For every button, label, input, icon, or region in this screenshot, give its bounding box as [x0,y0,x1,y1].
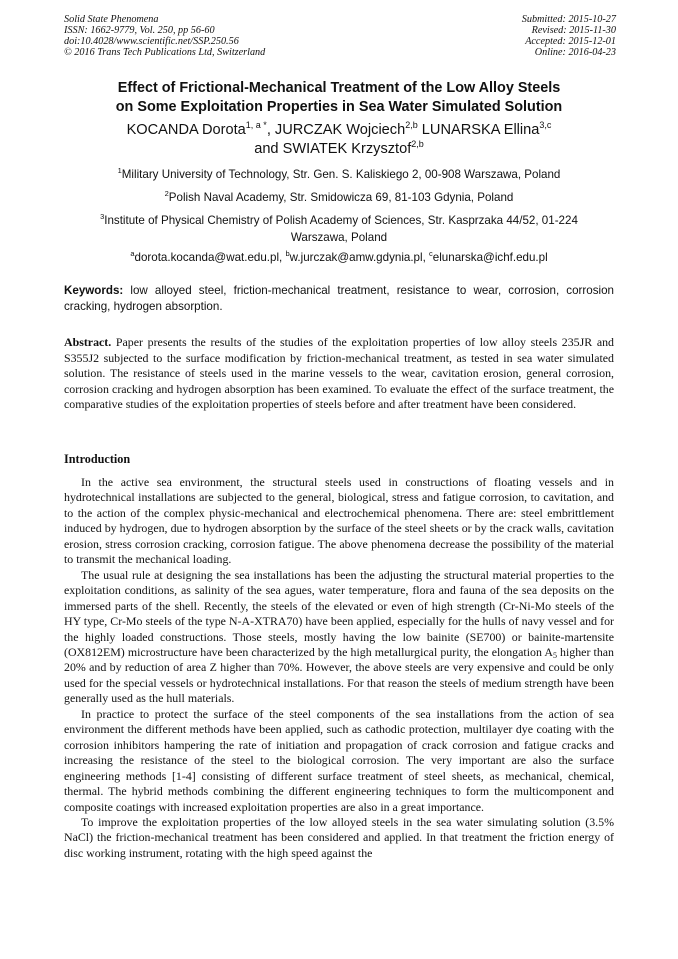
journal-issn: ISSN: 1662-9779, Vol. 250, pp 56-60 [64,25,215,36]
date-revised: Revised: 2015-11-30 [531,25,616,36]
journal-copyright: © 2016 Trans Tech Publications Ltd, Switzerland [64,47,266,58]
author-kocanda: KOCANDA Dorota [126,122,246,138]
journal-doi: doi:10.4028/www.scientific.net/SSP.250.56 [64,36,239,47]
authors-line-1 [40,121,638,140]
title-line-1: Effect of Frictional-Mechanical Treatment of the Low Alloy Steels [117,80,561,96]
affiliation-3-text-line-1: Institute of Physical Chemistry of Polish Academy of Sciences, Str. Kasprzaka 44/52, 01-224 [104,214,578,227]
affiliation-2-sup: 2 [164,189,169,198]
author-jurczak-sup: 2,b [405,120,418,130]
paragraph-text: higher than 20% and by reduction of area Z higher than 70%. However, the above steels are very expensive and could be only used for the special vessels or hydrotechnical installations. For that reason the steels of medium strength have been generally used as the hull materials. [64,644,614,706]
email-addresses [40,249,638,266]
email-b-sup: b [285,249,290,258]
paragraph: To improve the exploitation properties of the low alloyed steels in the sea water simulating solution (3.5% NaCl) the friction-mechanical treatment has been considered and applied. In that treatment the friction energy of disc working instrument, rotating with the high speed against the [64,814,614,860]
paragraph [64,568,614,707]
author-swiatek: and SWIATEK Krzysztof [254,140,412,157]
paragraph-text: The usual rule at designing the sea installations has been the adjusting the structural material properties to the exploitation conditions, as salinity of the sea agues, water temperature, flora and fauna of the sea deposits on the immersed parts of the shell. Recently, the steels of the elevated or even of high strength (Cr-Ni-Mo steels of the HY type, Cr-Mo steels of the type N-A-XTRA70) have been applied, especially for the hulls of navy vessel and for the highly loaded constructions. Those steels, mostly having the low bainite (SE700) or bainite-martensite (OX812EM) microstructure have been characterized by the high metallurgical purity, the elongation A [64,567,614,659]
affiliation-3 [40,212,638,246]
author-jurczak: JURCZAK Wojciech [274,122,406,138]
author-lunarska: LUNARSKA Ellina [417,122,540,138]
date-submitted: Submitted: 2015-10-27 [521,14,616,25]
paragraph: In the active sea environment, the structural steels used in constructions of floating vessels and in hydrotechnical installations are subjected to the general, biological, stress and fatigue corrosion, to cavitation, and to the action of the complex physic-mechanical and electrochemical phenomena. There are: steel embrittlement induced by hydrogen, due to hydrogen absorption by the surface of the steel sheets or by the crack walls, cavitation erosion, stress corrosion cracking, corrosion fatigue. The above phenomena decrease the possibility of the material to transmit the mechanical loading. [64,475,614,567]
email-a-sup: a [130,249,135,258]
affiliation-1-sup: 1 [117,166,122,175]
paragraph: In practice to protect the surface of the steel components of the sea installations from the action of sea environment the different methods have been applied, such as cathodic protection, multilayer dye coating with the corrosion inhibitors hampering the rate of initiation and propagation of crack corrosion and fatigue cracks and increasing the resistance of the steel to the biological corrosion. The very important are also the surface engineering methods [1-4] consisting of different surface treatment of steel sheets, as mechanical, chemical, thermal. The hybrid methods combining the different engineering techniques to form the multicomponent and composite coatings with increased exploitation properties are also in a great importance. [64,706,614,814]
keywords-text: low alloyed steel, friction-mechanical treatment, resistance to wear, corrosion, corrosion cracking, hydrogen absorption. [64,284,614,313]
paper-title [40,79,638,117]
email-c: elunarska@ichf.edu.pl [432,251,548,264]
abstract-label: Abstract. [64,335,112,349]
author-list [40,121,638,158]
affiliation-1-text: Military University of Technology, Str. Gen. S. Kaliskiego 2, 00-908 Warszawa, Poland [121,168,561,181]
email-b: w.jurczak@amw.gdynia.pl, [289,251,430,264]
author-lunarska-sup: 3,c [539,120,552,130]
subscript: 5 [552,650,557,660]
date-accepted: Accepted: 2015-12-01 [525,36,616,47]
journal-name: Solid State Phenomena [64,14,159,25]
affiliation-3-text-line-2: Warszawa, Poland [290,231,388,244]
affiliation-2 [40,189,638,206]
affiliation-1 [40,166,638,183]
email-a: dorota.kocanda@wat.edu.pl, [134,251,286,264]
abstract-text: Paper presents the results of the studies of the exploitation properties of low alloy steels 235JR and S355J2 subjected to the surface modification by friction-mechanical treatment, as tested in sea water simulated solution. The resistance of steels used in the marine vessels to the wear, cavitation erosion, general corrosion, corrosion cracking and hydrogen absorption has been examined. To evaluate the effect of the surface treatment, the comparative studies of the exploitation properties of steels before and after treatment have been considered. [64,335,614,411]
abstract-block [64,335,614,413]
affiliation-2-text: Polish Naval Academy, Str. Smidowicza 69, 81-103 Gdynia, Poland [168,191,514,204]
author-separator: , [266,122,275,138]
authors-line-2 [40,140,638,159]
keywords-label: Keywords: [64,284,124,297]
introduction-body [64,475,614,861]
keywords-block [64,283,614,314]
email-c-sup: c [429,249,433,258]
date-online: Online: 2016-04-23 [534,47,616,58]
journal-info [64,14,265,58]
affiliation-3-sup: 3 [100,212,105,221]
author-kocanda-sup: 1, a * [245,120,267,130]
title-line-2: on Some Exploitation Properties in Sea Water Simulated Solution [115,99,563,115]
section-heading-introduction: Introduction [64,452,131,466]
author-swiatek-sup: 2,b [411,138,424,149]
submission-dates [522,14,616,58]
